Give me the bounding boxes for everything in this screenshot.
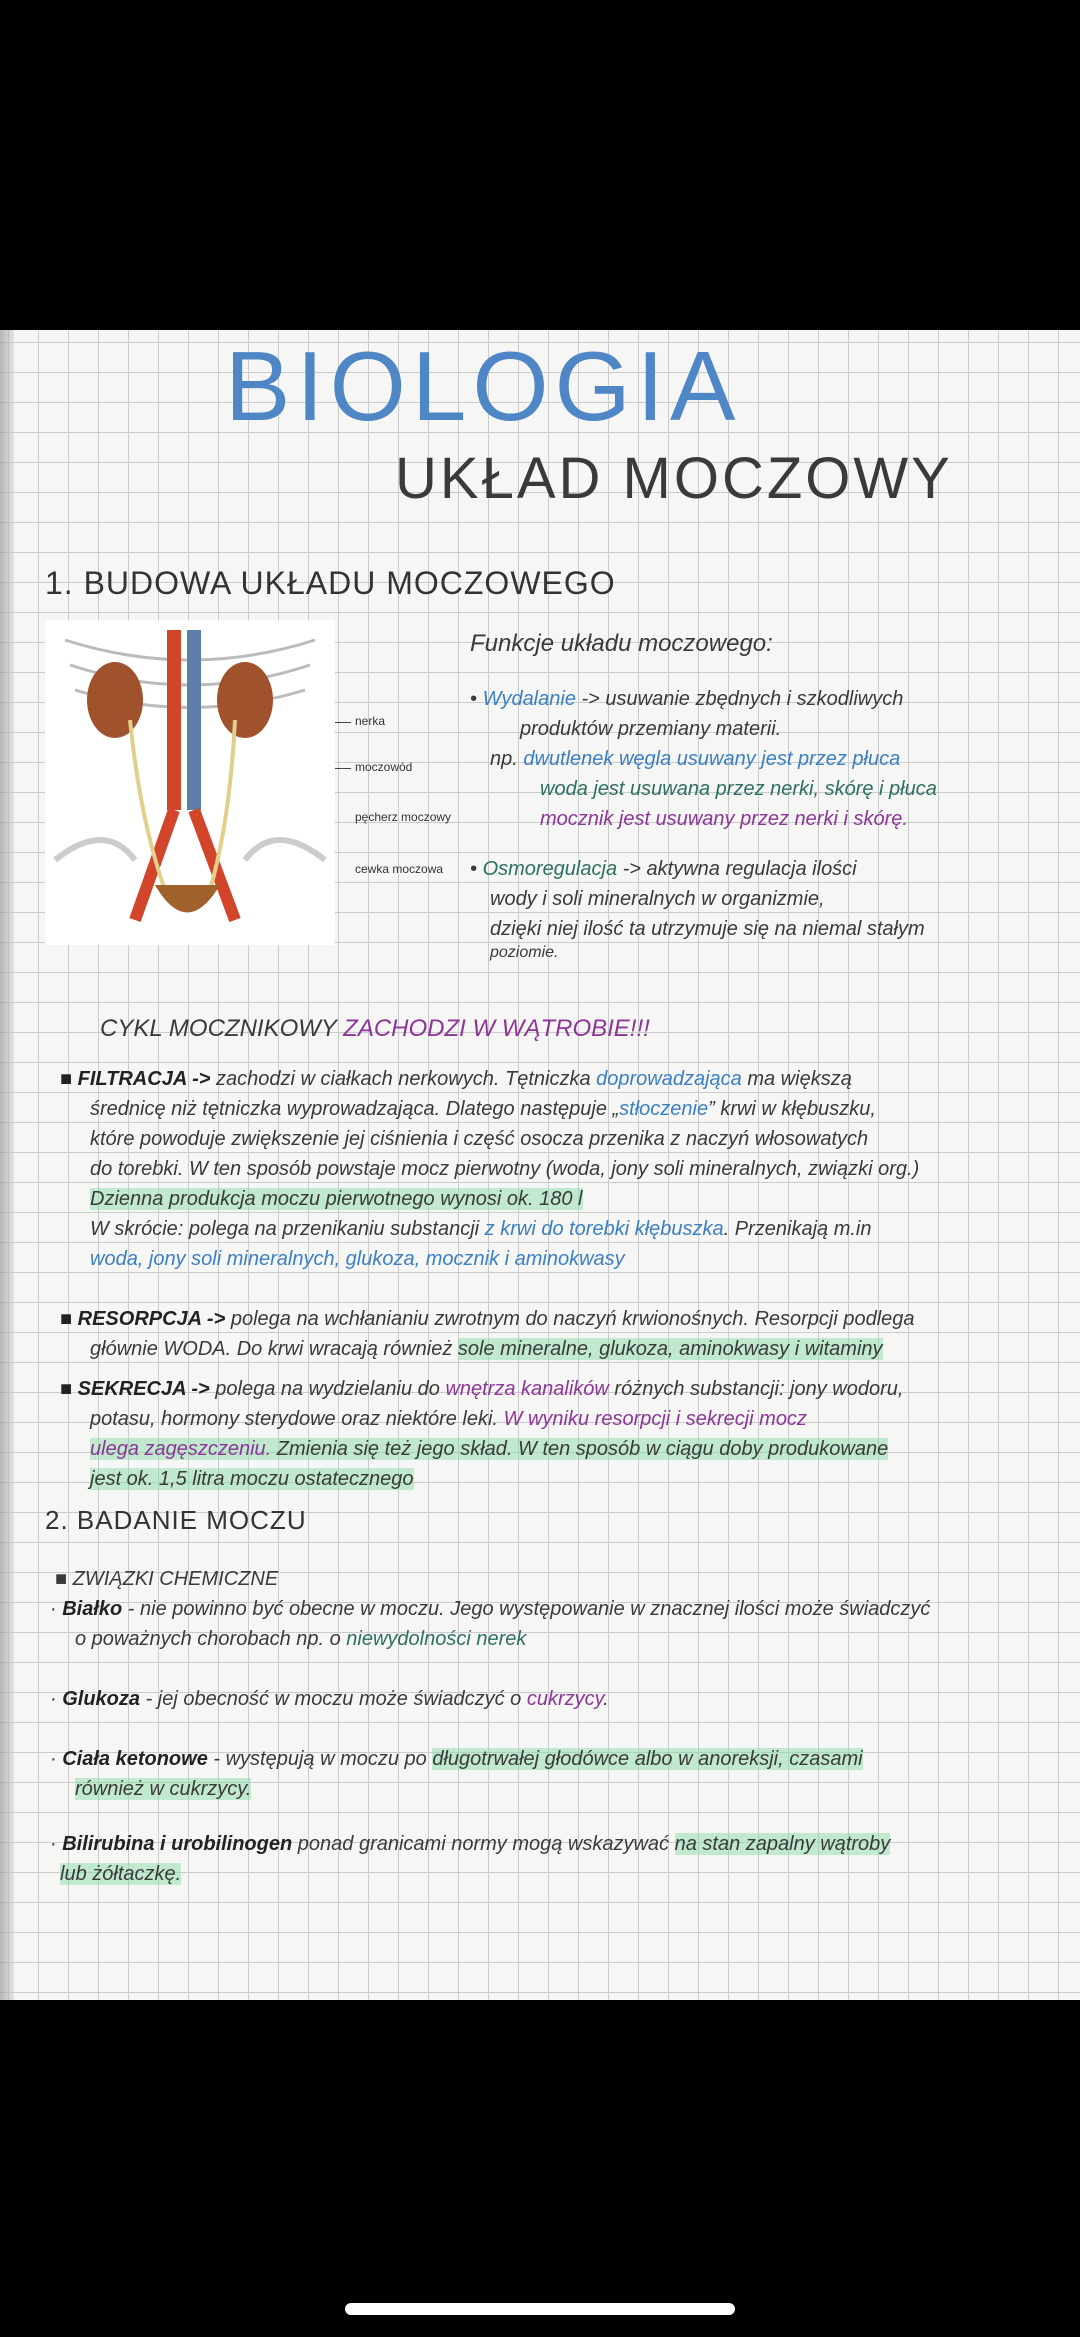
highlighted-text: lub żółtaczkę.	[60, 1863, 182, 1885]
note-line	[490, 944, 558, 962]
note-text: CYKL MOCZNIKOWY	[100, 1015, 344, 1042]
note-line	[50, 1688, 609, 1711]
note-text: do torebki. W ten sposób powstaje mocz pierwotny (woda, jony soli mineralnych, związki org.)	[90, 1158, 920, 1180]
note-line	[490, 888, 825, 911]
label-line	[335, 722, 351, 723]
anatomy-illustration	[45, 620, 335, 945]
highlighted-text: sole mineralne, glukoza, aminokwasy i witaminy	[457, 1338, 883, 1360]
note-text: ” krwi w kłębuszku,	[708, 1098, 876, 1120]
note-text: polega na wchłanianiu zwrotnym do naczyń krwionośnych. Resorpcji podlega	[230, 1308, 915, 1330]
note-line	[520, 718, 781, 741]
note-text: produktów przemiany materii.	[520, 718, 782, 740]
note-text: ·	[50, 1598, 63, 1620]
note-text: ma większą	[741, 1068, 852, 1090]
highlighted-text: Zmienia się też jego skład. W ten sposób w ciągu doby produkowane	[271, 1438, 889, 1460]
highlighted-text: Dzienna produkcja moczu pierwotnego wynosi ok. 180 l	[90, 1188, 583, 1210]
highlighted-text: na stan zapalny wątroby	[674, 1833, 891, 1855]
label-ureter: moczowód	[355, 760, 413, 774]
note-text: -> usuwanie zbędnych i szkodliwych	[575, 688, 904, 710]
note-line	[75, 1778, 251, 1801]
note-line	[90, 1338, 883, 1361]
note-text: średnicę niż tętniczka wyprowadzająca. Dlatego następuje „	[90, 1098, 620, 1120]
note-line	[90, 1098, 876, 1121]
note-text: Funkcje układu moczowego:	[470, 630, 773, 657]
label-urethra: cewka moczowa	[355, 862, 444, 876]
note-line	[490, 918, 925, 941]
note-text: doprowadzająca	[596, 1068, 742, 1090]
note-line	[60, 1308, 915, 1331]
note-text: cukrzycy	[526, 1688, 604, 1710]
note-text: woda, jony soli mineralnych, glukoza, mocznik i aminokwasy	[90, 1248, 625, 1270]
section-heading-2: 2. BADANIE MOCZU	[45, 1505, 307, 1535]
note-line	[90, 1218, 871, 1241]
note-text: Bilirubina i urobilinogen	[62, 1833, 293, 1855]
note-text: o poważnych chorobach np. o	[75, 1628, 347, 1650]
note-line	[100, 1015, 650, 1043]
urinary-system-diagram	[45, 620, 335, 945]
highlighted-text: długotrwałej głodówce albo w anoreksji, czasami	[432, 1748, 863, 1770]
note-text: - nie powinno być obecne w moczu. Jego występowanie w znacznej ilości może świadczyć	[122, 1598, 931, 1620]
section-heading-1: 1. BUDOWA UKŁADU MOCZOWEGO	[45, 565, 616, 601]
note-text: ponad granicami normy mogą wskazywać	[292, 1833, 675, 1855]
note-line	[490, 748, 900, 771]
note-line	[50, 1598, 930, 1621]
note-text: poziomie.	[490, 944, 559, 961]
label-line	[335, 768, 351, 769]
note-text: Ciała ketonowe	[62, 1748, 208, 1770]
note-line	[60, 1378, 903, 1401]
label-kidney: nerka	[355, 714, 386, 728]
note-text: Osmoregulacja	[482, 858, 618, 880]
note-line	[470, 688, 903, 711]
note-text: mocznik jest usuwany przez nerki i skórę.	[540, 808, 908, 830]
note-text: wody i soli mineralnych w organizmie,	[490, 888, 825, 910]
note-line	[55, 1568, 278, 1591]
note-line	[470, 858, 857, 881]
note-text: różnych substancji: jony wodoru,	[608, 1378, 904, 1400]
note-text: ■ RESORPCJA ->	[60, 1308, 231, 1330]
note-text: - występują w moczu po	[207, 1748, 433, 1770]
highlighted-text: ulega zagęszczeniu.	[90, 1438, 272, 1460]
note-line	[90, 1248, 625, 1271]
note-text: ZACHODZI W WĄTROBIE!!!	[343, 1015, 650, 1042]
note-text: ■ SEKRECJA ->	[60, 1378, 216, 1400]
note-text: Wydalanie	[482, 688, 576, 710]
note-text: Białko	[62, 1598, 123, 1620]
note-text: dwutlenek węgla usuwany jest przez płuca	[523, 748, 901, 770]
note-text: ■ ZWIĄZKI CHEMICZNE	[55, 1568, 279, 1590]
note-line	[90, 1468, 414, 1491]
note-text: np.	[490, 748, 524, 770]
note-text: które powoduje zwiększenie jej ciśnienia i część osocza przenika z naczyń włosowatych	[90, 1128, 869, 1150]
note-line	[50, 1748, 863, 1771]
note-line	[90, 1128, 868, 1151]
note-line	[50, 1833, 890, 1856]
note-line	[470, 630, 773, 658]
page-edge	[0, 330, 14, 2000]
note-text: ■ FILTRACJA ->	[60, 1068, 216, 1090]
note-line	[90, 1438, 888, 1461]
note-text: - jej obecność w moczu może świadczyć o	[140, 1688, 527, 1710]
note-line	[60, 1863, 181, 1886]
note-text: W skrócie: polega na przenikaniu substancji	[90, 1218, 485, 1240]
note-text: . Przenikają m.in	[723, 1218, 872, 1240]
note-line	[90, 1158, 919, 1181]
note-text: potasu, hormony sterydowe oraz niektóre leki.	[90, 1408, 504, 1430]
note-line	[540, 778, 937, 801]
note-text: ·	[50, 1748, 63, 1770]
note-text: .	[603, 1688, 609, 1710]
note-line	[60, 1068, 852, 1091]
note-text: dzięki niej ilość ta utrzymuje się na niemal stałym	[490, 918, 925, 940]
note-text: •	[470, 858, 483, 880]
note-line	[540, 808, 908, 831]
note-text: z krwi do torebki kłębuszka	[484, 1218, 724, 1240]
note-text: polega na wydzielaniu do	[215, 1378, 446, 1400]
page-title: BIOLOGIA	[225, 331, 742, 441]
highlighted-text: również w cukrzycy.	[75, 1778, 252, 1800]
note-line	[90, 1188, 583, 1211]
page-subtitle: UKŁAD MOCZOWY	[395, 446, 953, 511]
note-text: głównie WODA. Do krwi wracają również	[90, 1338, 458, 1360]
note-text: niewydolności nerek	[346, 1628, 527, 1650]
note-text: Glukoza	[62, 1688, 141, 1710]
note-line	[75, 1628, 526, 1651]
note-text: wnętrza kanalików	[445, 1378, 609, 1400]
note-text: W wyniku resorpcji i sekrecji mocz	[503, 1408, 807, 1430]
note-line	[90, 1408, 807, 1431]
note-text: •	[470, 688, 483, 710]
note-text: ·	[50, 1688, 63, 1710]
note-text: -> aktywna regulacja ilości	[617, 858, 857, 880]
home-indicator[interactable]	[345, 2303, 735, 2315]
note-text: woda jest usuwana przez nerki, skórę i płuca	[540, 778, 937, 800]
note-text: stłoczenie	[619, 1098, 709, 1120]
note-text: zachodzi w ciałkach nerkowych. Tętniczka	[215, 1068, 597, 1090]
note-text: ·	[50, 1833, 63, 1855]
label-bladder: pęcherz moczowy	[355, 810, 452, 824]
highlighted-text: jest ok. 1,5 litra moczu ostatecznego	[90, 1468, 414, 1490]
